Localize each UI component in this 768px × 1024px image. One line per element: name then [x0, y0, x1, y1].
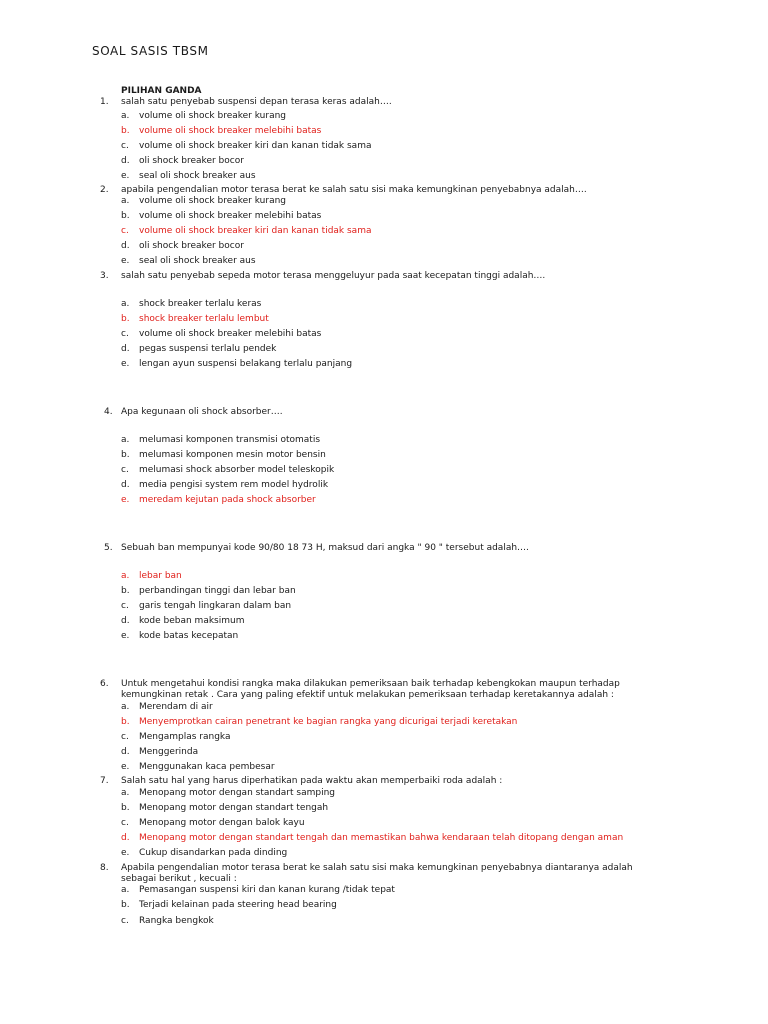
option-letter: e. — [121, 495, 130, 505]
option-text: volume oli shock breaker kiri dan kanan tidak sama — [139, 141, 372, 151]
question-number: 6. — [100, 679, 109, 689]
question-number: 4. — [104, 407, 113, 417]
option-text: Merendam di air — [139, 702, 213, 712]
option-letter: c. — [121, 465, 129, 475]
option-text: volume oli shock breaker kurang — [139, 196, 287, 206]
option-letter: e. — [121, 256, 130, 266]
option-letter: a. — [121, 885, 130, 895]
option-text: Menopang motor dengan standart tengah — [139, 803, 329, 813]
question-text-line-1: Apabila pengendalian motor terasa berat ke salah satu sisi maka kemungkinan penyebabnya diantaranya adalah — [121, 863, 633, 873]
option-text: Menopang motor dengan standart samping — [139, 788, 335, 798]
option-text: lengan ayun suspensi belakang terlalu panjang — [139, 359, 353, 369]
option-letter: d. — [121, 480, 130, 490]
option-text: seal oli shock breaker aus — [139, 171, 256, 181]
option-text: Menopang motor dengan standart tengah dan memastikan bahwa kendaraan telah ditopang dengan aman — [139, 833, 624, 843]
option-text: Menyemprotkan cairan penetrant ke bagian rangka yang dicurigai terjadi keretakan — [139, 717, 518, 727]
question-text: apabila pengendalian motor terasa berat ke salah satu sisi maka kemungkinan penyebabnya adalah…. — [121, 185, 587, 195]
question-text: salah satu penyebab suspensi depan terasa keras adalah…. — [121, 97, 392, 107]
option-letter: a. — [121, 571, 130, 581]
option-letter: c. — [121, 732, 129, 742]
option-letter: d. — [121, 616, 130, 626]
section-title: PILIHAN GANDA — [121, 86, 202, 96]
option-letter: b. — [121, 900, 130, 910]
option-text: shock breaker terlalu lembut — [139, 314, 269, 324]
question-text: salah satu penyebab sepeda motor terasa menggeluyur pada saat kecepatan tinggi adalah…. — [121, 271, 546, 281]
option-letter: d. — [121, 156, 130, 166]
option-text: seal oli shock breaker aus — [139, 256, 256, 266]
option-letter: c. — [121, 141, 129, 151]
question-number: 5. — [104, 543, 113, 553]
option-text: Cukup disandarkan pada dinding — [139, 848, 288, 858]
option-text: melumasi komponen transmisi otomatis — [139, 435, 321, 445]
option-text: volume oli shock breaker melebihi batas — [139, 126, 322, 136]
option-letter: e. — [121, 359, 130, 369]
option-letter: a. — [121, 196, 130, 206]
option-letter: b. — [121, 314, 130, 324]
option-text: meredam kejutan pada shock absorber — [139, 495, 316, 505]
option-letter: b. — [121, 211, 130, 221]
option-text: perbandingan tinggi dan lebar ban — [139, 586, 296, 596]
option-letter: b. — [121, 126, 130, 136]
option-text: Menggunakan kaca pembesar — [139, 762, 275, 772]
option-text: oli shock breaker bocor — [139, 156, 244, 166]
question-text: Salah satu hal yang harus diperhatikan pada waktu akan memperbaiki roda adalah : — [121, 776, 503, 786]
option-text: Menopang motor dengan balok kayu — [139, 818, 305, 828]
option-text: Mengamplas rangka — [139, 732, 231, 742]
option-letter: a. — [121, 435, 130, 445]
option-letter: e. — [121, 631, 130, 641]
option-text: garis tengah lingkaran dalam ban — [139, 601, 292, 611]
question-number: 7. — [100, 776, 109, 786]
option-text: melumasi komponen mesin motor bensin — [139, 450, 326, 460]
option-text: Menggerinda — [139, 747, 199, 757]
option-letter: c. — [121, 818, 129, 828]
option-text: lebar ban — [139, 571, 182, 581]
option-letter: c. — [121, 226, 129, 236]
option-letter: c. — [121, 329, 129, 339]
option-text: Rangka bengkok — [139, 916, 214, 926]
option-text: volume oli shock breaker kiri dan kanan tidak sama — [139, 226, 372, 236]
option-letter: c. — [121, 916, 129, 926]
option-letter: b. — [121, 717, 130, 727]
option-text: kode batas kecepatan — [139, 631, 239, 641]
option-letter: a. — [121, 299, 130, 309]
option-letter: d. — [121, 344, 130, 354]
option-letter: a. — [121, 111, 130, 121]
option-letter: c. — [121, 601, 129, 611]
option-letter: d. — [121, 833, 130, 843]
option-text: oli shock breaker bocor — [139, 241, 244, 251]
question-text-line-1: Untuk mengetahui kondisi rangka maka dilakukan pemeriksaan baik terhadap kebengkokan maupun terhadap — [121, 679, 620, 689]
option-letter: a. — [121, 788, 130, 798]
option-letter: b. — [121, 450, 130, 460]
option-text: Pemasangan suspensi kiri dan kanan kurang /tidak tepat — [139, 885, 395, 895]
question-text-line-2: kemungkinan retak . Cara yang paling efektif untuk melakukan pemeriksaan terhadap keretakannya adalah : — [121, 690, 614, 700]
question-number: 1. — [100, 97, 109, 107]
option-letter: d. — [121, 241, 130, 251]
option-text: pegas suspensi terlalu pendek — [139, 344, 277, 354]
option-text: shock breaker terlalu keras — [139, 299, 262, 309]
question-number: 3. — [100, 271, 109, 281]
option-letter: b. — [121, 586, 130, 596]
option-letter: e. — [121, 848, 130, 858]
question-text-line-2: sebagai berikut , kecuali : — [121, 874, 237, 884]
option-letter: b. — [121, 803, 130, 813]
option-text: volume oli shock breaker melebihi batas — [139, 329, 322, 339]
option-letter: e. — [121, 171, 130, 181]
page-title: SOAL SASIS TBSM — [92, 44, 209, 58]
question-number: 2. — [100, 185, 109, 195]
question-number: 8. — [100, 863, 109, 873]
option-text: volume oli shock breaker melebihi batas — [139, 211, 322, 221]
option-letter: d. — [121, 747, 130, 757]
option-text: melumasi shock absorber model teleskopik — [139, 465, 335, 475]
option-text: Terjadi kelainan pada steering head bearing — [139, 900, 337, 910]
question-text: Apa kegunaan oli shock absorber…. — [121, 407, 283, 417]
question-text: Sebuah ban mempunyai kode 90/80 18 73 H, maksud dari angka " 90 " tersebut adalah…. — [121, 543, 529, 553]
option-text: media pengisi system rem model hydrolik — [139, 480, 329, 490]
option-letter: e. — [121, 762, 130, 772]
option-text: volume oli shock breaker kurang — [139, 111, 287, 121]
option-letter: a. — [121, 702, 130, 712]
option-text: kode beban maksimum — [139, 616, 245, 626]
